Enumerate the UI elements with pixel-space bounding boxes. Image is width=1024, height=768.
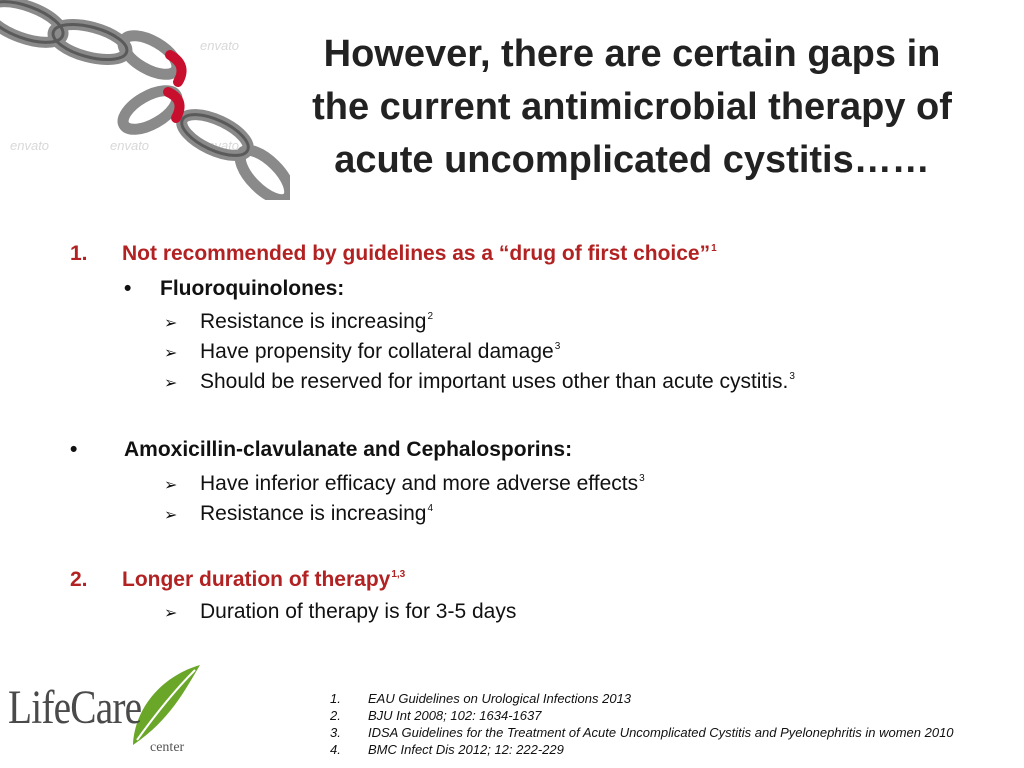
arrow-bullet-icon: ➢: [164, 375, 178, 392]
title-line: acute uncomplicated cystitis……: [334, 139, 930, 182]
footnote-ref: 3: [639, 473, 645, 484]
footnote-ref: 4: [427, 503, 433, 514]
reference-item: [330, 707, 954, 724]
list-item: [164, 310, 433, 334]
reference-text: EAU Guidelines on Urological Infections 2013: [368, 691, 632, 706]
footnote-ref: 2: [427, 311, 433, 322]
reference-number: 4.: [330, 742, 341, 757]
broken-chain-image: [0, 0, 290, 200]
item-text: Resistance is increasing: [200, 310, 427, 333]
point-2: [70, 568, 406, 592]
watermark-text: envato: [110, 138, 150, 153]
heading-text: Fluoroquinolones:: [160, 277, 345, 300]
lifecare-logo: [0, 660, 210, 768]
reference-number: 2.: [330, 708, 341, 723]
amoxicillin-heading: [70, 438, 572, 462]
bullet-icon: •: [70, 438, 78, 461]
watermark-text: envato: [200, 138, 240, 153]
fluoroquinolones-heading: [124, 277, 344, 301]
item-text: Should be reserved for important uses other than acute cystitis.: [200, 370, 789, 393]
arrow-bullet-icon: ➢: [164, 507, 178, 524]
footnote-ref: 3: [554, 341, 561, 352]
slide-title: [262, 28, 1002, 188]
list-item: [164, 340, 560, 364]
title-line: the current antimicrobial therapy of: [312, 86, 952, 129]
item-text: Have propensity for collateral damage: [200, 340, 554, 363]
footnote-ref: 1,3: [391, 569, 406, 580]
item-text: Duration of therapy is for 3-5 days: [200, 600, 517, 623]
point-number: 1.: [70, 242, 88, 265]
point-2-text: Longer duration of therapy: [122, 568, 391, 591]
point-text: [122, 242, 717, 266]
point-number: 2.: [70, 568, 88, 591]
reference-item: [330, 724, 954, 741]
reference-number: 1.: [330, 691, 341, 706]
list-item: [164, 472, 645, 496]
logo-word: LifeCare: [8, 681, 142, 734]
arrow-bullet-icon: ➢: [164, 345, 178, 362]
arrow-bullet-icon: ➢: [164, 605, 178, 622]
reference-text: BMC Infect Dis 2012; 12: 222-229: [368, 742, 564, 757]
footnote-ref: 3: [789, 371, 795, 382]
watermark-text: envato: [200, 38, 240, 53]
footnote-ref: 1: [711, 243, 717, 254]
reference-number: 3.: [330, 725, 341, 740]
logo-subword: center: [150, 740, 185, 755]
point-1: [70, 242, 717, 266]
reference-item: [330, 741, 954, 758]
list-item: [164, 370, 795, 394]
reference-text: BJU Int 2008; 102: 1634-1637: [368, 708, 542, 723]
bullet-icon: •: [124, 277, 132, 300]
reference-text: IDSA Guidelines for the Treatment of Acute Uncomplicated Cystitis and Pyelonephritis in women 2010: [368, 725, 954, 740]
reference-item: [330, 690, 954, 707]
references-list: [330, 690, 954, 758]
watermark-text: envato: [10, 138, 50, 153]
arrow-bullet-icon: ➢: [164, 477, 178, 494]
point-1-text: Not recommended by guidelines as a “drug of first choice”: [122, 242, 711, 265]
list-item: [164, 600, 516, 624]
title-line: However, there are certain gaps in: [323, 33, 941, 75]
point-text: [122, 568, 405, 592]
item-text: Have inferior efficacy and more adverse effects: [200, 472, 639, 495]
item-text: Resistance is increasing: [200, 502, 427, 525]
heading-text: Amoxicillin-clavulanate and Cephalosporins:: [124, 438, 573, 461]
list-item: [164, 502, 433, 526]
arrow-bullet-icon: ➢: [164, 315, 178, 332]
